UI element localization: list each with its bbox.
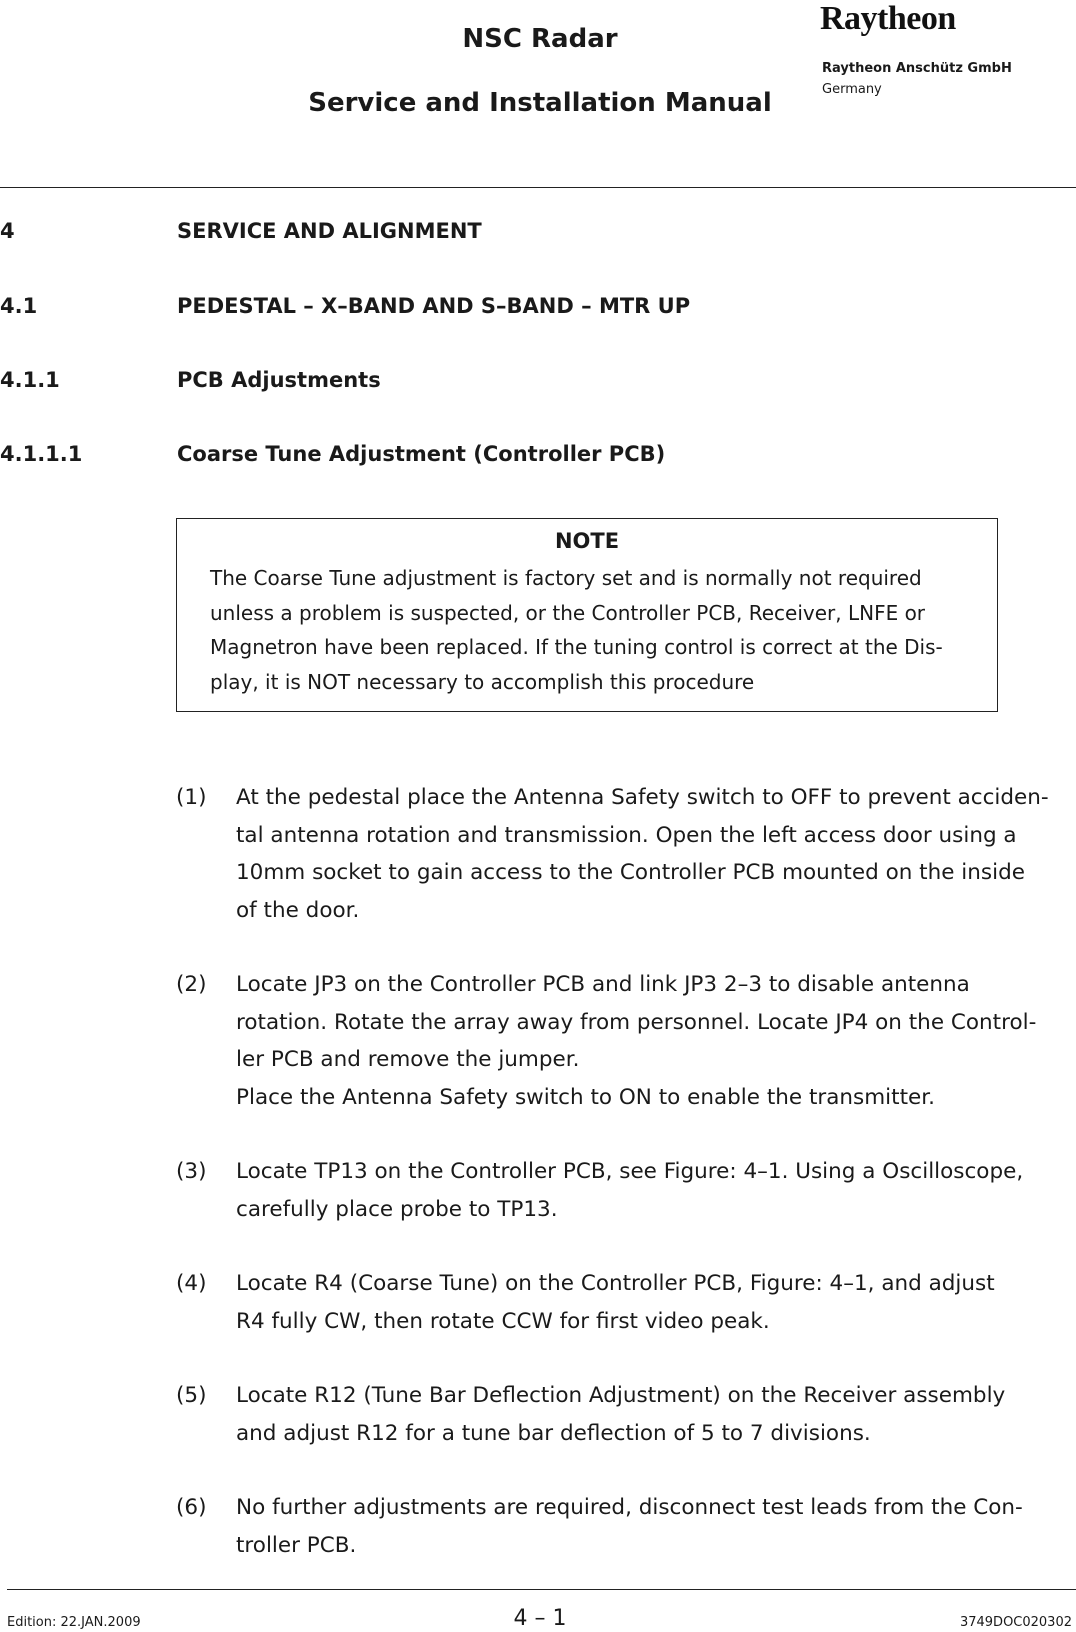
procedure-title: Coarse Tune Adjustment (Controller PCB) xyxy=(177,442,666,466)
step-text: Locate JP3 on the Controller PCB and link JP3 2–3 to disable antenna rotation. Rotate the array away from personnel. Locate JP4 on the Control- ler PCB and remove the jumper. Place the Antenna Safety switch to ON to enable the transmitter. xyxy=(236,972,1037,1110)
step-text: No further adjustments are required, disconnect test leads from the Con- troller PCB. xyxy=(236,1495,1023,1558)
step-text: Locate R12 (Tune Bar Deflection Adjustment) on the Receiver assembly and adjust R12 for a tune bar deflection of 5 to 7 divisions. xyxy=(236,1383,1006,1446)
subsubsection-number: 4.1.1 xyxy=(0,368,60,392)
header-product-title: NSC Radar xyxy=(462,24,618,54)
subsection-number: 4.1 xyxy=(0,294,38,318)
section-number: 4 xyxy=(0,219,15,243)
step-text: Locate R4 (Coarse Tune) on the Controller PCB, Figure: 4–1, and adjust R4 fully CW, then rotate CCW for first video peak. xyxy=(236,1271,995,1334)
edition-date: Edition: 22.JAN.2009 xyxy=(7,1615,141,1630)
step-number: (5) xyxy=(176,1383,207,1408)
step-number: (4) xyxy=(176,1271,207,1296)
note-title: NOTE xyxy=(554,529,620,553)
subsubsection-title: PCB Adjustments xyxy=(177,368,381,392)
header-manual-title: Service and Installation Manual xyxy=(308,88,772,118)
document-id: 3749DOC020302 xyxy=(959,1615,1072,1630)
step-number: (3) xyxy=(176,1159,207,1184)
page-number: 4 – 1 xyxy=(513,1606,567,1631)
company-name: Raytheon Anschütz GmbH xyxy=(822,61,1012,76)
footer-divider xyxy=(7,1589,1076,1590)
subsection-title: PEDESTAL – X–BAND AND S–BAND – MTR UP xyxy=(177,294,691,318)
note-text: The Coarse Tune adjustment is factory set and is normally not required unless a problem is suspected, or the Controller PCB, Receiver, LNFE or Magnetron have been replaced. If the tuning control is correct at the Dis-play, it is NOT necessary to accomplish this procedure xyxy=(210,566,943,694)
step-number: (6) xyxy=(176,1495,207,1520)
step-text: At the pedestal place the Antenna Safety switch to OFF to prevent acciden- tal antenna rotation and transmission. Open the left access door using a 10mm socket to gain access to the Controller PCB mounted on the inside of the door. xyxy=(236,785,1049,923)
company-country: Germany xyxy=(822,82,882,97)
step-text: Locate TP13 on the Controller PCB, see Figure: 4–1. Using a Oscilloscope, carefully place probe to TP13. xyxy=(236,1159,1024,1222)
procedure-number: 4.1.1.1 xyxy=(0,442,83,466)
step-number: (2) xyxy=(176,972,207,997)
step-number: (1) xyxy=(176,785,207,810)
raytheon-logo: Raytheon xyxy=(820,0,956,37)
section-title: SERVICE AND ALIGNMENT xyxy=(177,219,482,243)
header-divider xyxy=(0,187,1076,188)
note-box xyxy=(176,518,998,712)
